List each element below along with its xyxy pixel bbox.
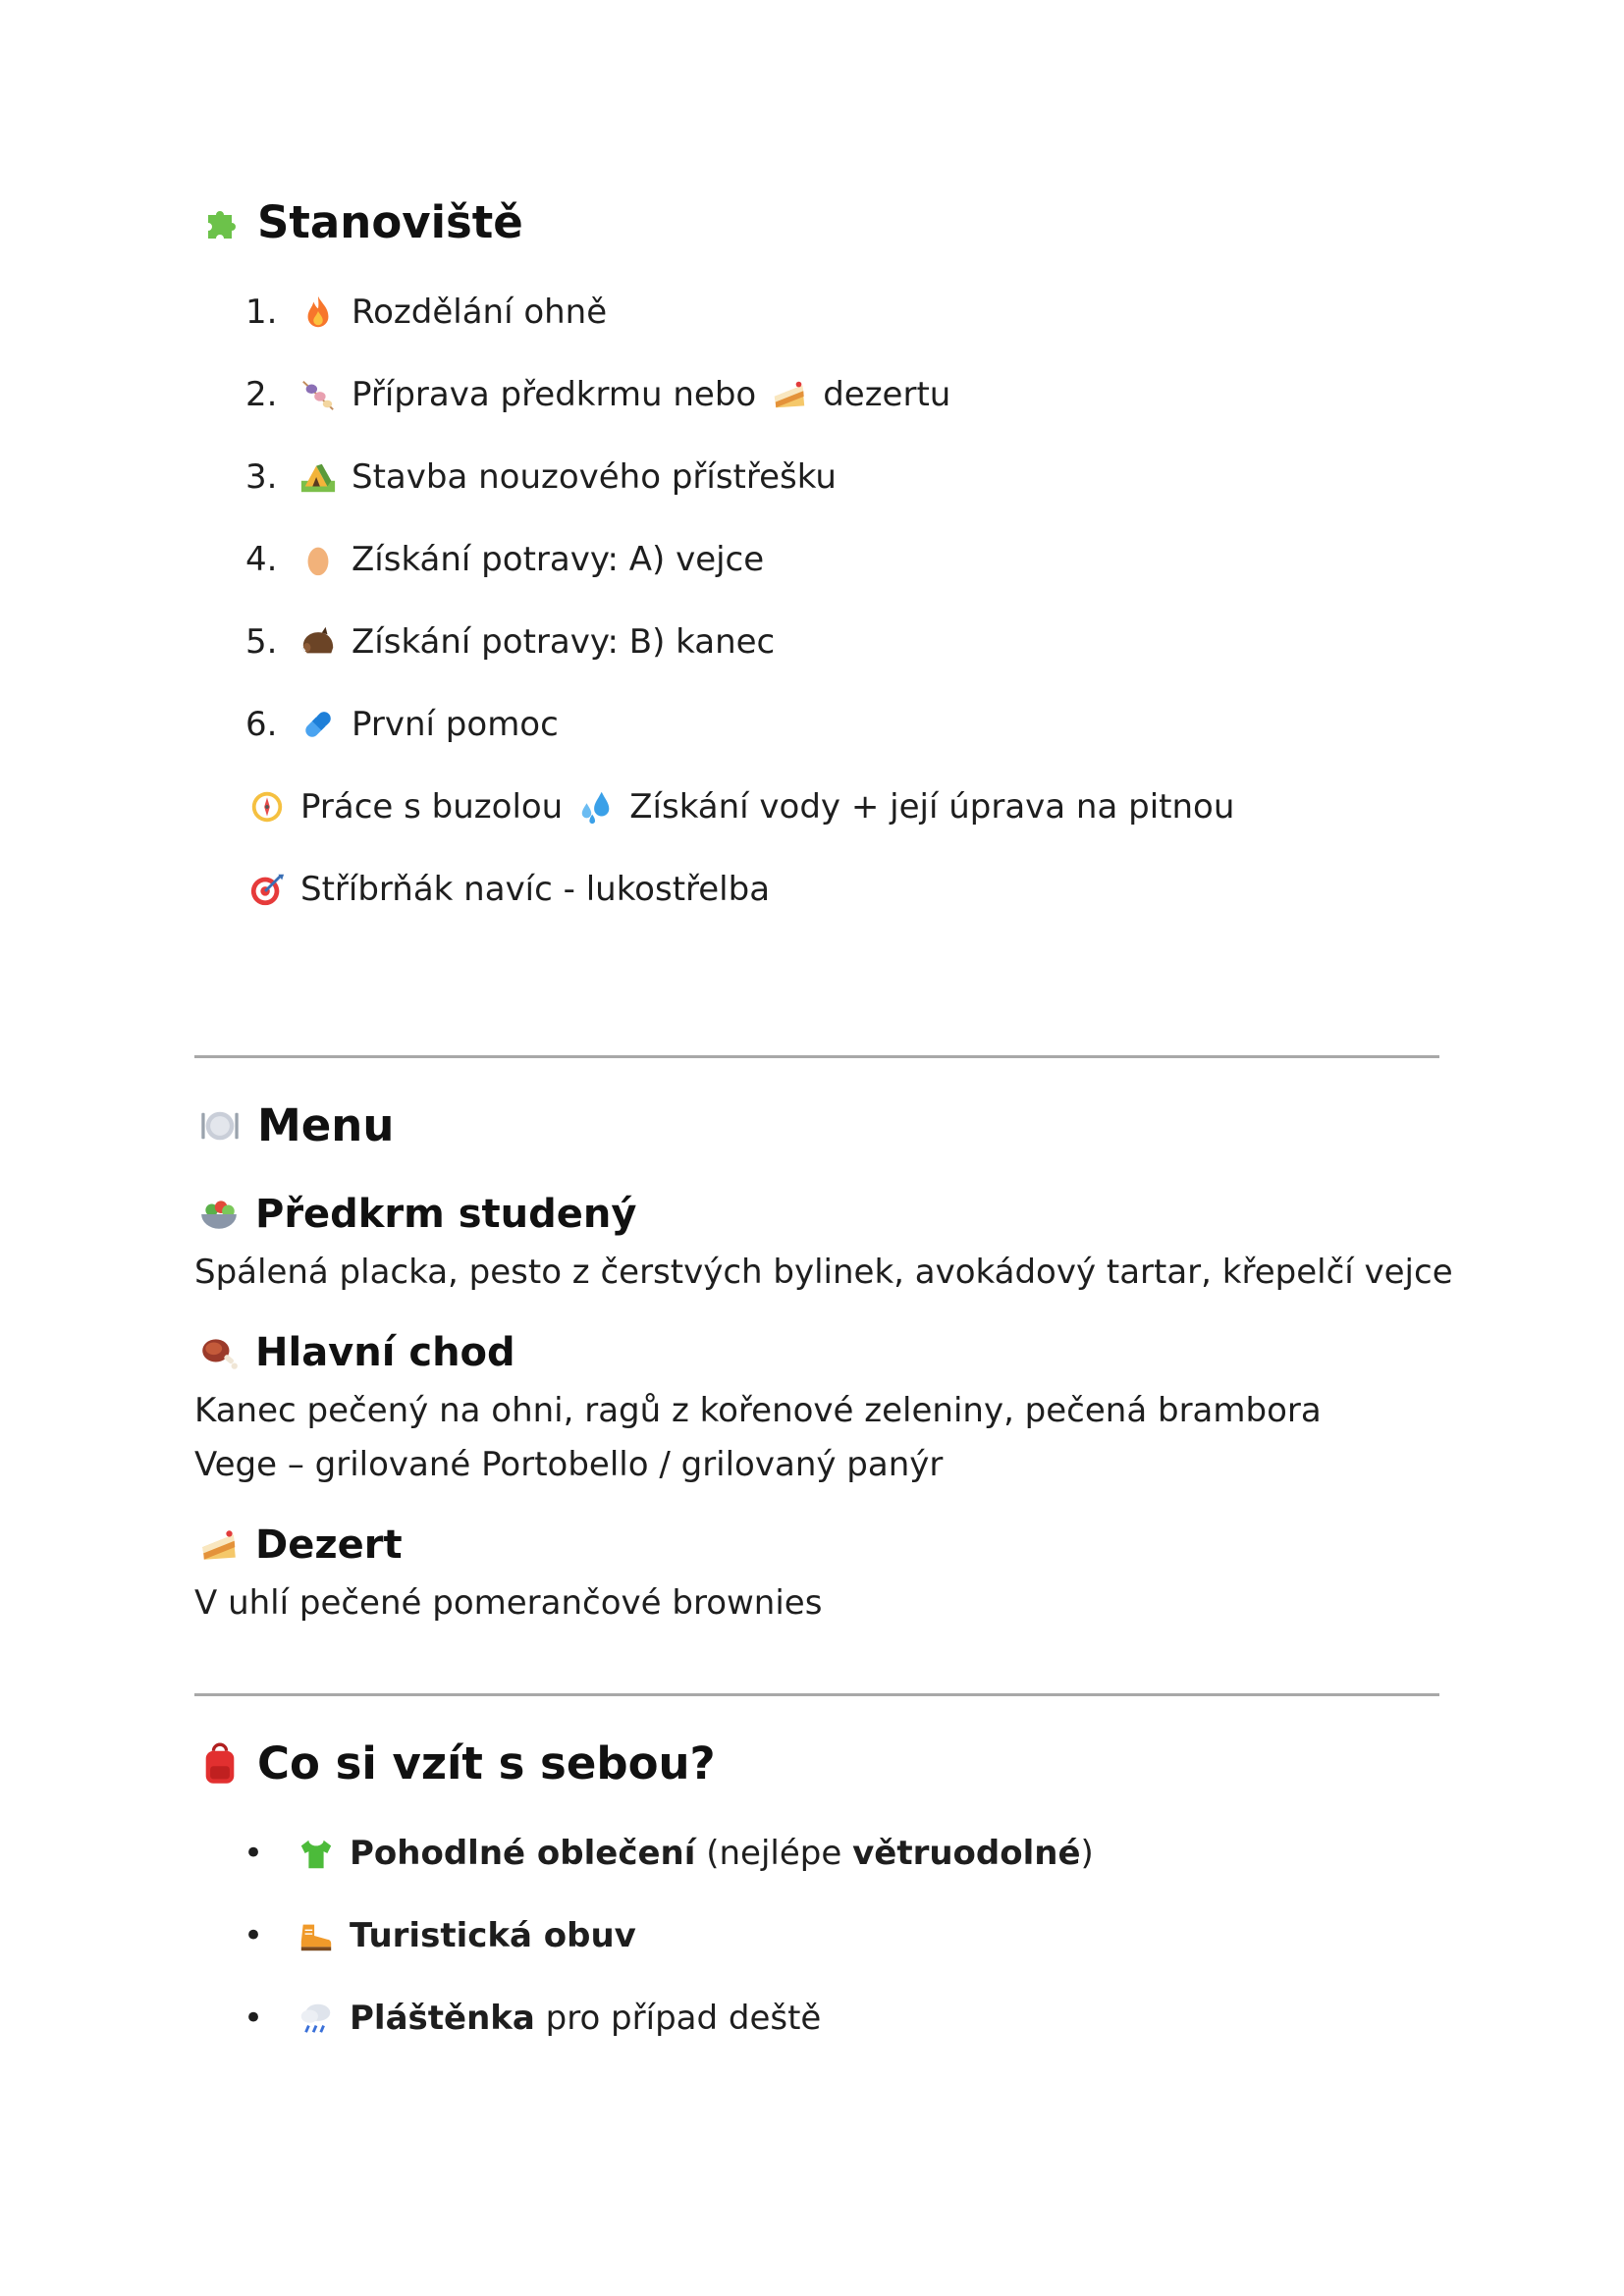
fire-icon <box>298 293 338 332</box>
station-item-label: Příprava předkrmu nebo <box>352 375 757 414</box>
packing-title: Co si vzít s sebou? <box>257 1737 716 1789</box>
packing-item-bold: Turistická obuv <box>350 1916 636 1955</box>
target-icon <box>247 870 287 909</box>
tshirt-icon <box>297 1834 336 1873</box>
station-item-6 <box>245 705 559 744</box>
backpack-icon <box>198 1742 242 1786</box>
packing-item-bold-2: větruodolné <box>852 1834 1081 1873</box>
egg-icon <box>298 540 338 579</box>
main-course-line-1: Kanec pečený na ohni, ragů z kořenové zeleniny, pečená brambora <box>194 1391 1322 1430</box>
extra-label: Stříbrňák navíc - lukostřelba <box>300 870 771 909</box>
item-number: 4. <box>245 540 278 579</box>
cake-icon <box>198 1524 240 1566</box>
station-item-label-2: dezertu <box>823 375 951 414</box>
main-course-line-2: Vege – grilované Portobello / grilovaný panýr <box>194 1445 944 1484</box>
camping-icon <box>298 457 338 497</box>
station-item-label: Získání potravy: A) vejce <box>352 540 765 579</box>
salad-bowl-icon <box>198 1194 240 1235</box>
packing-item-2 <box>244 1916 636 1955</box>
dessert-text: V uhlí pečené pomerančové brownies <box>194 1583 823 1623</box>
hiking-boot-icon <box>297 1916 336 1955</box>
station-item-4 <box>245 540 764 579</box>
main-course-heading <box>198 1330 515 1375</box>
main-course-title: Hlavní chod <box>255 1330 515 1375</box>
packing-item-3 <box>244 1999 821 2038</box>
packing-item-bold: Pláštěnka <box>350 1999 535 2038</box>
menu-heading <box>198 1099 394 1151</box>
dessert-heading <box>198 1522 403 1568</box>
puzzle-piece-icon <box>198 201 242 244</box>
boar-icon <box>298 622 338 662</box>
station-item-label: Stavba nouzového přístřešku <box>352 457 837 497</box>
station-item-label: Rozdělání ohně <box>352 293 608 332</box>
starter-title: Předkrm studený <box>255 1192 637 1237</box>
packing-heading <box>198 1737 716 1789</box>
station-extra-2 <box>247 870 770 909</box>
rain-cloud-icon <box>297 1999 336 2038</box>
station-extra-1 <box>247 787 1234 827</box>
meat-on-bone-icon <box>198 1332 240 1373</box>
pill-icon <box>298 705 338 744</box>
item-number: 3. <box>245 457 278 497</box>
item-number: 5. <box>245 622 278 662</box>
starter-heading <box>198 1192 636 1237</box>
extra-label-2: Získání vody + její úprava na pitnou <box>629 787 1235 827</box>
station-item-label: První pomoc <box>352 705 559 744</box>
item-number: 6. <box>245 705 278 744</box>
stanoviste-heading <box>198 196 523 248</box>
water-droplets-icon <box>576 787 616 827</box>
compass-icon <box>247 787 287 827</box>
stanoviste-title: Stanoviště <box>257 196 523 248</box>
dessert-title: Dezert <box>255 1522 403 1568</box>
item-number: 2. <box>245 375 278 414</box>
item-number: 1. <box>245 293 278 332</box>
packing-item-text: (nejlépe <box>695 1834 853 1873</box>
packing-item-text-2: ) <box>1080 1834 1094 1873</box>
packing-item-bold: Pohodlné oblečení <box>350 1834 696 1873</box>
starter-text: Spálená placka, pesto z čerstvých bylinek, avokádový tartar, křepelčí vejce <box>194 1253 1453 1292</box>
bullet: • <box>244 1834 264 1873</box>
section-divider <box>194 1693 1439 1696</box>
bullet: • <box>244 1999 264 2038</box>
station-item-5 <box>245 622 775 662</box>
skewer-icon <box>298 375 338 414</box>
menu-title: Menu <box>257 1099 395 1151</box>
station-item-label: Získání potravy: B) kanec <box>352 622 776 662</box>
station-item-1 <box>245 293 607 332</box>
bullet: • <box>244 1916 264 1955</box>
packing-item-1 <box>244 1834 1094 1873</box>
plate-cutlery-icon <box>198 1104 242 1148</box>
extra-label: Práce s buzolou <box>300 787 564 827</box>
section-divider <box>194 1055 1439 1058</box>
station-item-3 <box>245 457 837 497</box>
station-item-2 <box>245 375 950 414</box>
cake-icon <box>770 375 809 414</box>
packing-item-text: pro případ deště <box>534 1999 822 2038</box>
